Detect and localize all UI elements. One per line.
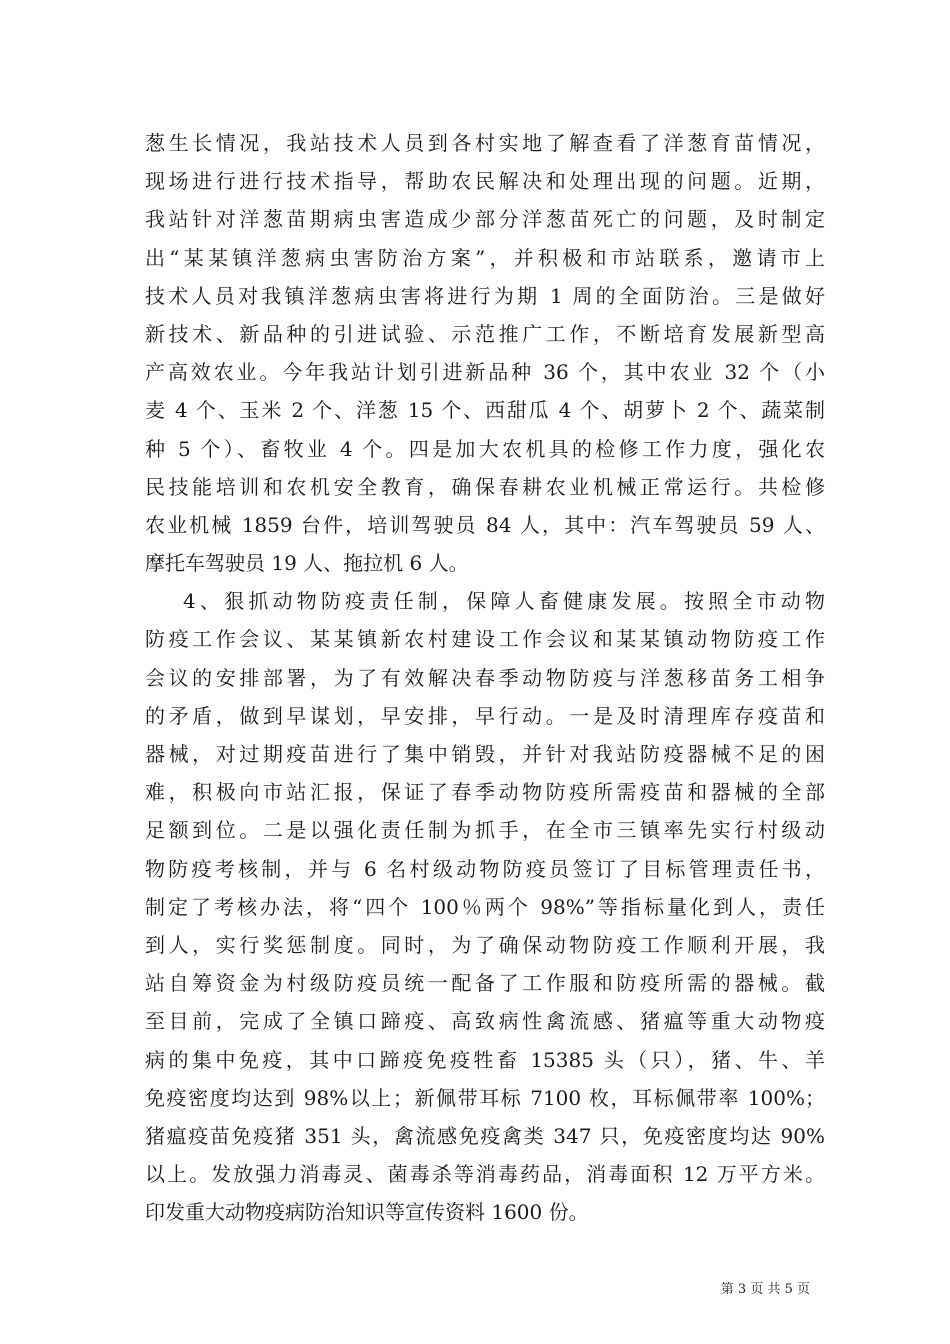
section-heading-line: 4、狠抓动物防疫责任制，保障人畜健康发展。按照全市动物 <box>183 589 825 614</box>
text-line: 技术人员对我镇洋葱病虫害将进行为期 1 周的全面防治。三是做好 <box>145 283 825 308</box>
text-line: 会议的安排部署，为了有效解决春季动物防疫与洋葱移苗务工相争 <box>145 665 825 690</box>
body-text <box>145 124 825 1231</box>
text-line: 新技术、新品种的引进试验、示范推广工作，不断培育发展新型高 <box>145 321 825 346</box>
text-line: 器械，对过期疫苗进行了集中销毁，并针对我站防疫器械不足的困 <box>145 742 825 766</box>
page-number: 第 3 页 共 5 页 <box>720 1282 810 1297</box>
text-line: 猪瘟疫苗免疫猪 351 头，禽流感免疫禽类 347 只，免疫密度均达 90% <box>145 1123 825 1148</box>
text-line: 葱生长情况，我站技术人员到各村实地了解查看了洋葱育苗情况， <box>145 131 825 155</box>
text-line: 印发重大动物疫病防治知识等宣传资料 1600 份。 <box>145 1200 589 1225</box>
text-line: 我站针对洋葱苗期病虫害造成少部分洋葱苗死亡的问题，及时制定 <box>145 207 825 232</box>
text-line: 防疫工作会议、某某镇新农村建设工作会议和某某镇动物防疫工作 <box>145 627 825 652</box>
text-line: 现场进行进行技术指导，帮助农民解决和处理出现的问题。近期， <box>145 169 825 194</box>
text-line: 站自筹资金为村级防疫员统一配备了工作服和防疫所需的器械。截 <box>145 971 825 996</box>
text-line: 种 5 个）、畜牧业 4 个。四是加大农机具的检修工作力度，强化农 <box>145 436 825 461</box>
text-line: 出“某某镇洋葱病虫害防治方案”，并积极和市站联系，邀请市上 <box>145 245 825 270</box>
text-line: 足额到位。二是以强化责任制为抓手，在全市三镇率先实行村级动 <box>145 818 825 843</box>
text-line: 制定了考核办法，将“四个 100％两个 98%”等指标量化到人，责任 <box>145 894 825 919</box>
text-line: 农业机械 1859 台件，培训驾驶员 84 人，其中：汽车驾驶员 59 人、 <box>145 512 825 537</box>
text-line: 到人，实行奖惩制度。同时，为了确保动物防疫工作顺利开展，我 <box>145 932 825 957</box>
text-line: 病的集中免疫，其中口蹄疫免疫牲畜 15385 头（只），猪、牛、羊 <box>145 1047 825 1072</box>
text-line: 物防疫考核制，并与 6 名村级动物防疫员签订了目标管理责任书， <box>145 856 825 881</box>
text-line: 摩托车驾驶员 19 人、拖拉机 6 人。 <box>145 551 469 576</box>
text-line: 至目前，完成了全镇口蹄疫、高致病性禽流感、猪瘟等重大动物疫 <box>145 1009 825 1034</box>
text-line: 以上。发放强力消毒灵、菌毒杀等消毒药品，消毒面积 12 万平方米。 <box>145 1162 825 1187</box>
text-line: 麦 4 个、玉米 2 个、洋葱 15 个、西甜瓜 4 个、胡萝卜 2 个、蔬菜制 <box>145 398 825 423</box>
text-line: 难，积极向市站汇报，保证了春季动物防疫所需疫苗和器械的全部 <box>145 780 825 805</box>
text-line: 民技能培训和农机安全教育，确保春耕农业机械正常运行。共检修 <box>145 474 825 499</box>
text-line: 免疫密度均达到 98%以上；新佩带耳标 7100 枚，耳标佩带率 100%； <box>145 1085 825 1110</box>
text-line: 的矛盾，做到早谋划，早安排，早行动。一是及时清理库存疫苗和 <box>145 703 825 728</box>
text-line: 产高效农业。今年我站计划引进新品种 36 个，其中农业 32 个（小 <box>145 360 825 385</box>
